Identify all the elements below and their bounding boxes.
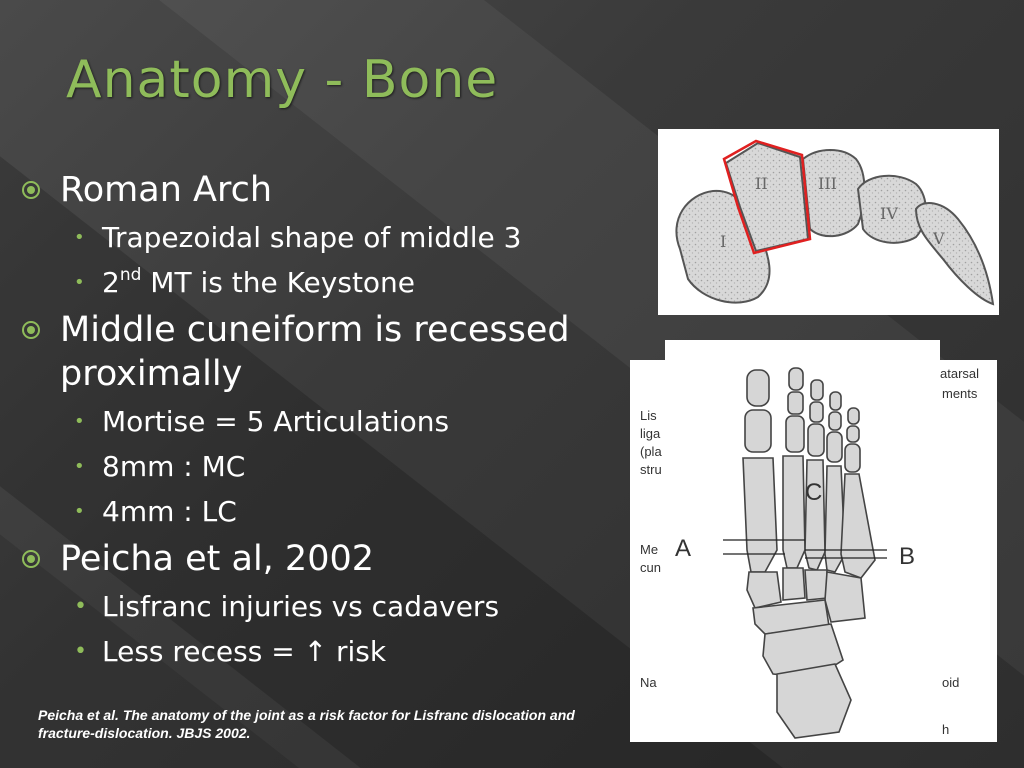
bullet-list (22, 168, 632, 677)
bullet-item (22, 537, 632, 581)
sub-bullet-text: Trapezoidal shape of middle 3 (102, 221, 522, 254)
metatarsal-1 (743, 458, 777, 572)
metatarsal-cross-section-figure (658, 129, 999, 315)
dot-bullet-icon: • (74, 639, 87, 664)
bullet-text: Middle cuneiform is recessed proximally (60, 310, 570, 394)
dot-bullet-icon: • (74, 594, 87, 619)
figure-edge-text: stru (640, 462, 662, 477)
bullet-text: Peicha et al, 2002 (60, 539, 374, 579)
bone-v (916, 203, 993, 304)
phalanx-3-middle (810, 402, 823, 422)
bullet-text: Roman Arch (60, 170, 272, 210)
medial-cuneiform (747, 572, 781, 608)
citation: Peicha et al. The anatomy of the joint as a risk factor for Lisfranc dislocation and fracture-dislocation. JBJS 2002. (38, 707, 575, 741)
label-b: B (899, 543, 916, 570)
phalanx-1-proximal (745, 410, 771, 452)
phalanx-2-middle (788, 392, 803, 414)
figure-edge-text: (pla (640, 444, 662, 459)
circle-bullet-icon (22, 181, 40, 199)
phalanx-4-middle (829, 412, 841, 430)
dot-bullet-icon: • (74, 501, 85, 522)
figure-edge-text: h (942, 722, 950, 737)
sub-bullet-text: Mortise = 5 Articulations (102, 405, 450, 438)
sub-bullet-item (74, 402, 632, 442)
lateral-cuneiform (805, 570, 827, 600)
sub-bullet-item (74, 218, 632, 258)
dot-bullet-icon: • (74, 411, 85, 432)
sub-bullet-text: 4mm : LC (102, 495, 237, 528)
sub-bullet-item (74, 492, 632, 532)
dot-bullet-icon: • (74, 456, 85, 477)
phalanx-5-proximal (845, 444, 860, 472)
phalanx-2-distal (789, 368, 803, 390)
sub-bullet-text: 2nd MT is the Keystone (102, 264, 416, 299)
sub-bullet-item (74, 587, 632, 627)
phalanx-3-proximal (808, 424, 824, 456)
metatarsal-5 (841, 474, 875, 578)
phalanx-3-distal (811, 380, 823, 400)
sub-bullet-text: Less recess = ↑ risk (102, 635, 387, 668)
metatarsal-2 (783, 456, 805, 568)
figure-edge-text: Lis (640, 408, 657, 423)
sub-bullet-text: Lisfranc injuries vs cadavers (102, 590, 500, 623)
figure-edge-text: ments (942, 386, 978, 401)
phalanx-1-distal (747, 370, 769, 406)
slide-title: Anatomy - Bone (66, 50, 499, 110)
bullet-item (22, 168, 632, 212)
figure-edge-text: oid (942, 675, 960, 690)
metatarsal-3 (805, 460, 825, 570)
phalanx-4-distal (830, 392, 841, 410)
label-a: A (675, 535, 692, 562)
cuboid (825, 572, 865, 622)
middle-cuneiform (783, 568, 805, 600)
sub-bullet-text: 8mm : MC (102, 450, 246, 483)
phalanx-2-proximal (786, 416, 804, 452)
circle-bullet-icon (22, 550, 40, 568)
sub-bullet-item (74, 632, 632, 672)
figure-edge-text: Na (640, 675, 657, 690)
circle-bullet-icon (22, 321, 40, 339)
bone-label: I (720, 232, 727, 251)
bone-label: IV (880, 204, 898, 223)
figure-edge-text: liga (640, 426, 661, 441)
superscript: nd (119, 264, 142, 285)
metatarsal-cross-section-drawing (658, 129, 999, 315)
sub-bullet-item (74, 447, 632, 487)
figure-edge-text: cun (640, 560, 661, 575)
sub-bullet-item (74, 263, 632, 303)
calcaneus (777, 664, 851, 738)
bone-label: II (755, 174, 768, 193)
phalanx-5-distal (848, 408, 859, 424)
dot-bullet-icon: • (74, 227, 85, 248)
dot-bullet-icon: • (74, 272, 85, 293)
phalanx-4-proximal (827, 432, 842, 462)
foot-skeleton-figure (665, 340, 940, 742)
foot-skeleton-drawing (665, 340, 940, 742)
bone-label: V (933, 229, 945, 248)
phalanx-5-middle (847, 426, 859, 442)
label-c: C (805, 479, 823, 506)
figure-edge-text: atarsal (940, 366, 980, 381)
figure-edge-text: Me (640, 542, 659, 557)
bone-iii (803, 150, 865, 236)
bullet-item (22, 308, 632, 396)
bone-label: III (818, 174, 837, 193)
